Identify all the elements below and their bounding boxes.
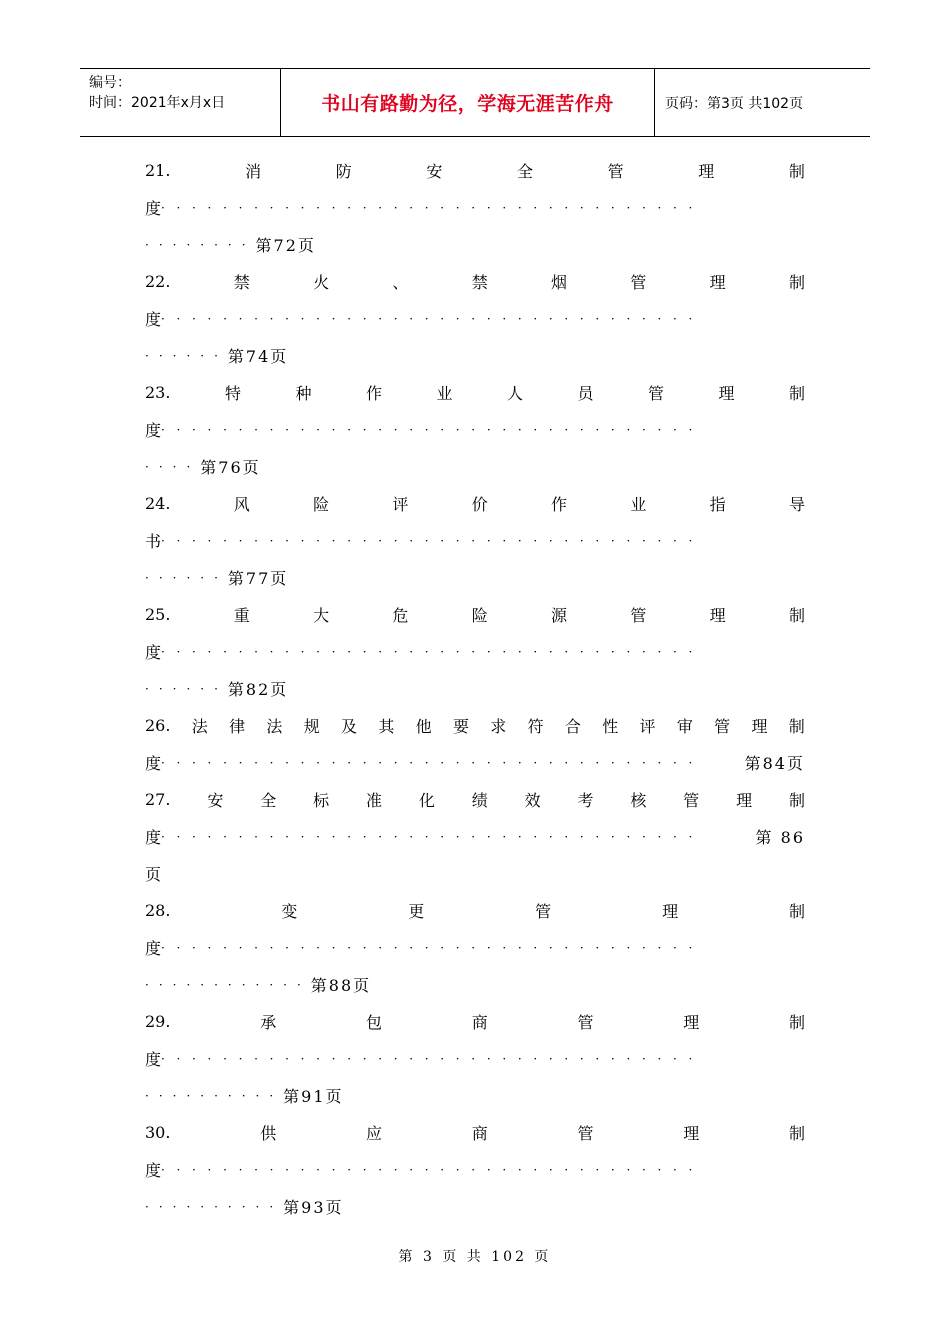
entry-title-char: 安 xyxy=(426,162,443,181)
entry-dot-line xyxy=(145,189,805,226)
entry-title-char: 作 xyxy=(551,495,568,514)
toc-entry[interactable] xyxy=(145,892,805,1003)
leader-dots: ······ xyxy=(145,681,228,696)
entry-title-char: 管 xyxy=(683,791,700,810)
entry-title-char: 应 xyxy=(365,1124,382,1143)
entry-title-line xyxy=(145,1003,805,1040)
entry-title-char: 指 xyxy=(709,495,726,514)
entry-end-line xyxy=(145,226,805,263)
entry-end-line xyxy=(145,1077,805,1114)
entry-title-tail: 度 xyxy=(145,310,162,329)
entry-title-tail: 度 xyxy=(145,1161,162,1180)
leader-dots: ··································· xyxy=(161,1051,705,1066)
entry-title-char: 法 xyxy=(266,717,283,736)
entry-title-char: 理 xyxy=(736,791,753,810)
header-page-label: 页码：第3页 共102页 xyxy=(665,95,804,112)
leader-dots: ··································· xyxy=(161,311,705,326)
page-footer: 第 3 页 共 102 页 xyxy=(398,1249,552,1265)
entry-page-tail-line xyxy=(145,855,805,892)
entry-dot-line xyxy=(145,1151,805,1188)
leader-dots: ··································· xyxy=(161,940,705,955)
entry-title-char: 管 xyxy=(630,606,647,625)
leader-dots: ········ xyxy=(145,237,256,252)
entry-page: 第82页 xyxy=(227,680,289,699)
entry-title-char: 理 xyxy=(709,273,726,292)
entry-number: 21. xyxy=(145,161,171,180)
entry-title-char: 商 xyxy=(471,1013,488,1032)
entry-page: 第 86 xyxy=(755,828,805,847)
entry-dot-line xyxy=(145,818,805,855)
entry-title-tail: 度 xyxy=(145,939,162,958)
toc-entry[interactable] xyxy=(145,781,805,892)
entry-title-char: 制 xyxy=(788,606,805,625)
entry-title-char: 审 xyxy=(676,717,693,736)
entry-title-char: 供 xyxy=(260,1124,277,1143)
entry-title-char: 更 xyxy=(408,902,425,921)
entry-title-tail: 度 xyxy=(145,754,162,773)
leader-dots: ··································· xyxy=(161,533,705,548)
page-header xyxy=(80,68,870,137)
entry-title-char: 理 xyxy=(662,902,679,921)
entry-page-tail: 页 xyxy=(145,865,162,884)
entry-title-char: 管 xyxy=(577,1013,594,1032)
entry-title-char: 及 xyxy=(341,717,358,736)
entry-number: 22. xyxy=(145,272,171,291)
entry-title-char: 管 xyxy=(535,902,552,921)
entry-title-line xyxy=(145,263,805,300)
entry-dot-line xyxy=(145,633,805,670)
entry-number: 27. xyxy=(145,790,171,809)
entry-title-char: 理 xyxy=(709,606,726,625)
entry-title-char: 、 xyxy=(392,273,409,292)
leader-dots: ··································· xyxy=(161,644,705,659)
entry-dot-line xyxy=(145,411,805,448)
entry-title-char: 绩 xyxy=(471,791,488,810)
leader-dots: ··································· xyxy=(161,1162,705,1177)
entry-title-char: 业 xyxy=(436,384,453,403)
entry-title-char: 理 xyxy=(751,717,768,736)
entry-number: 30. xyxy=(145,1123,171,1142)
entry-title-char: 合 xyxy=(564,717,581,736)
leader-dots: ······ xyxy=(145,570,228,585)
entry-page: 第76页 xyxy=(200,458,261,477)
entry-title-char: 特 xyxy=(224,384,241,403)
entry-title-char: 标 xyxy=(313,791,330,810)
entry-title-char: 源 xyxy=(551,606,568,625)
time-label: 时间：2021年x月x日 xyxy=(89,95,226,111)
entry-title-tail: 书 xyxy=(145,532,162,551)
entry-title-tail: 度 xyxy=(145,643,162,662)
entry-title-line xyxy=(145,374,805,411)
entry-title-char: 理 xyxy=(698,162,715,181)
entry-end-line xyxy=(145,1188,805,1225)
entry-page: 第74页 xyxy=(227,347,289,366)
entry-title-char: 人 xyxy=(506,384,523,403)
entry-title-char: 制 xyxy=(788,902,805,921)
entry-page: 第77页 xyxy=(227,569,289,588)
entry-title-char: 制 xyxy=(788,791,805,810)
entry-end-line xyxy=(145,559,805,596)
entry-title-line xyxy=(145,485,805,522)
entry-title-char: 求 xyxy=(490,717,507,736)
leader-dots: ··································· xyxy=(161,755,705,770)
entry-title-char: 理 xyxy=(718,384,735,403)
entry-title-char: 考 xyxy=(577,791,594,810)
entry-title-line xyxy=(145,707,805,744)
toc-entry[interactable] xyxy=(145,707,805,781)
toc-entry[interactable] xyxy=(145,1003,805,1114)
entry-title-char: 变 xyxy=(281,902,298,921)
header-motto: 书山有路勤为径，学海无涯苦作舟 xyxy=(281,69,655,136)
leader-dots: ············ xyxy=(145,977,311,992)
entry-title-char: 管 xyxy=(607,162,624,181)
entry-number: 23. xyxy=(145,383,171,402)
entry-dot-line xyxy=(145,1040,805,1077)
entry-title-tail: 度 xyxy=(145,199,162,218)
entry-title-char: 重 xyxy=(233,606,250,625)
leader-dots: ······ xyxy=(145,348,228,363)
entry-title-char: 防 xyxy=(335,162,352,181)
entry-end-line xyxy=(145,448,805,485)
leader-dots: ···· xyxy=(145,459,201,474)
entry-number: 24. xyxy=(145,494,171,513)
entry-title-char: 险 xyxy=(313,495,330,514)
entry-dot-line xyxy=(145,744,805,781)
entry-title-char: 火 xyxy=(313,273,330,292)
entry-title-char: 其 xyxy=(378,717,395,736)
entry-number: 28. xyxy=(145,901,171,920)
entry-title-char: 效 xyxy=(524,791,541,810)
header-meta xyxy=(80,69,281,136)
entry-title-char: 管 xyxy=(714,717,731,736)
entry-title-char: 制 xyxy=(788,384,805,403)
toc-entry[interactable] xyxy=(145,374,805,485)
entry-title-tail: 度 xyxy=(145,828,162,847)
serial-label: 编号： xyxy=(89,75,131,91)
entry-end-line xyxy=(145,670,805,707)
entry-title-char: 风 xyxy=(233,495,250,514)
entry-title-char: 化 xyxy=(418,791,435,810)
entry-title-char: 评 xyxy=(639,717,656,736)
entry-page: 第72页 xyxy=(255,236,316,255)
entry-page: 第84页 xyxy=(744,754,805,773)
entry-title-char: 大 xyxy=(313,606,330,625)
entry-number: 26. xyxy=(145,716,171,735)
entry-title-char: 管 xyxy=(630,273,647,292)
entry-title-tail: 度 xyxy=(145,1050,162,1069)
entry-title-char: 全 xyxy=(260,791,277,810)
entry-title-char: 导 xyxy=(788,495,805,514)
entry-dot-line xyxy=(145,522,805,559)
leader-dots: ·········· xyxy=(145,1088,284,1103)
entry-title-char: 制 xyxy=(788,162,805,181)
entry-page: 第88页 xyxy=(310,976,372,995)
entry-title-line xyxy=(145,1114,805,1151)
entry-title-char: 符 xyxy=(527,717,544,736)
entry-number: 29. xyxy=(145,1012,171,1031)
entry-title-char: 律 xyxy=(229,717,246,736)
toc-entry[interactable] xyxy=(145,152,805,263)
entry-title-char: 作 xyxy=(365,384,382,403)
entry-dot-line xyxy=(145,929,805,966)
entry-end-line xyxy=(145,337,805,374)
leader-dots: ··································· xyxy=(161,200,705,215)
entry-title-line xyxy=(145,892,805,929)
toc-entry[interactable] xyxy=(145,485,805,596)
entry-title-char: 包 xyxy=(365,1013,382,1032)
entry-title-char: 商 xyxy=(471,1124,488,1143)
leader-dots: ·········· xyxy=(145,1199,284,1214)
entry-title-char: 理 xyxy=(683,1013,700,1032)
entry-title-char: 安 xyxy=(207,791,224,810)
entry-end-line xyxy=(145,966,805,1003)
entry-title-char: 理 xyxy=(683,1124,700,1143)
entry-title-char: 核 xyxy=(630,791,647,810)
entry-page: 第91页 xyxy=(283,1087,344,1106)
table-of-contents xyxy=(145,152,805,1225)
entry-title-char: 制 xyxy=(788,1013,805,1032)
toc-entry[interactable] xyxy=(145,263,805,374)
entry-title-char: 价 xyxy=(471,495,488,514)
entry-title-char: 准 xyxy=(365,791,382,810)
entry-title-char: 制 xyxy=(788,717,805,736)
entry-title-char: 消 xyxy=(245,162,262,181)
entry-title-char: 危 xyxy=(392,606,409,625)
toc-entry[interactable] xyxy=(145,1114,805,1225)
entry-title-tail: 度 xyxy=(145,421,162,440)
entry-page: 第93页 xyxy=(283,1198,344,1217)
entry-title-line xyxy=(145,152,805,189)
entry-title-char: 险 xyxy=(471,606,488,625)
entry-title-char: 性 xyxy=(602,717,619,736)
entry-title-char: 法 xyxy=(191,717,208,736)
toc-entry[interactable] xyxy=(145,596,805,707)
entry-dot-line xyxy=(145,300,805,337)
entry-title-line xyxy=(145,781,805,818)
entry-title-char: 规 xyxy=(303,717,320,736)
entry-title-char: 禁 xyxy=(471,273,488,292)
entry-title-char: 他 xyxy=(415,717,432,736)
entry-title-char: 禁 xyxy=(233,273,250,292)
entry-title-char: 制 xyxy=(788,273,805,292)
leader-dots: ··································· xyxy=(161,829,705,844)
entry-number: 25. xyxy=(145,605,171,624)
entry-title-char: 管 xyxy=(577,1124,594,1143)
entry-title-char: 评 xyxy=(392,495,409,514)
entry-title-char: 要 xyxy=(452,717,469,736)
entry-title-char: 承 xyxy=(260,1013,277,1032)
entry-title-char: 业 xyxy=(630,495,647,514)
entry-title-char: 全 xyxy=(517,162,534,181)
leader-dots: ··································· xyxy=(161,422,705,437)
entry-title-char: 管 xyxy=(647,384,664,403)
entry-title-char: 员 xyxy=(577,384,594,403)
entry-title-char: 种 xyxy=(295,384,312,403)
entry-title-line xyxy=(145,596,805,633)
entry-title-char: 烟 xyxy=(551,273,568,292)
entry-title-char: 制 xyxy=(788,1124,805,1143)
